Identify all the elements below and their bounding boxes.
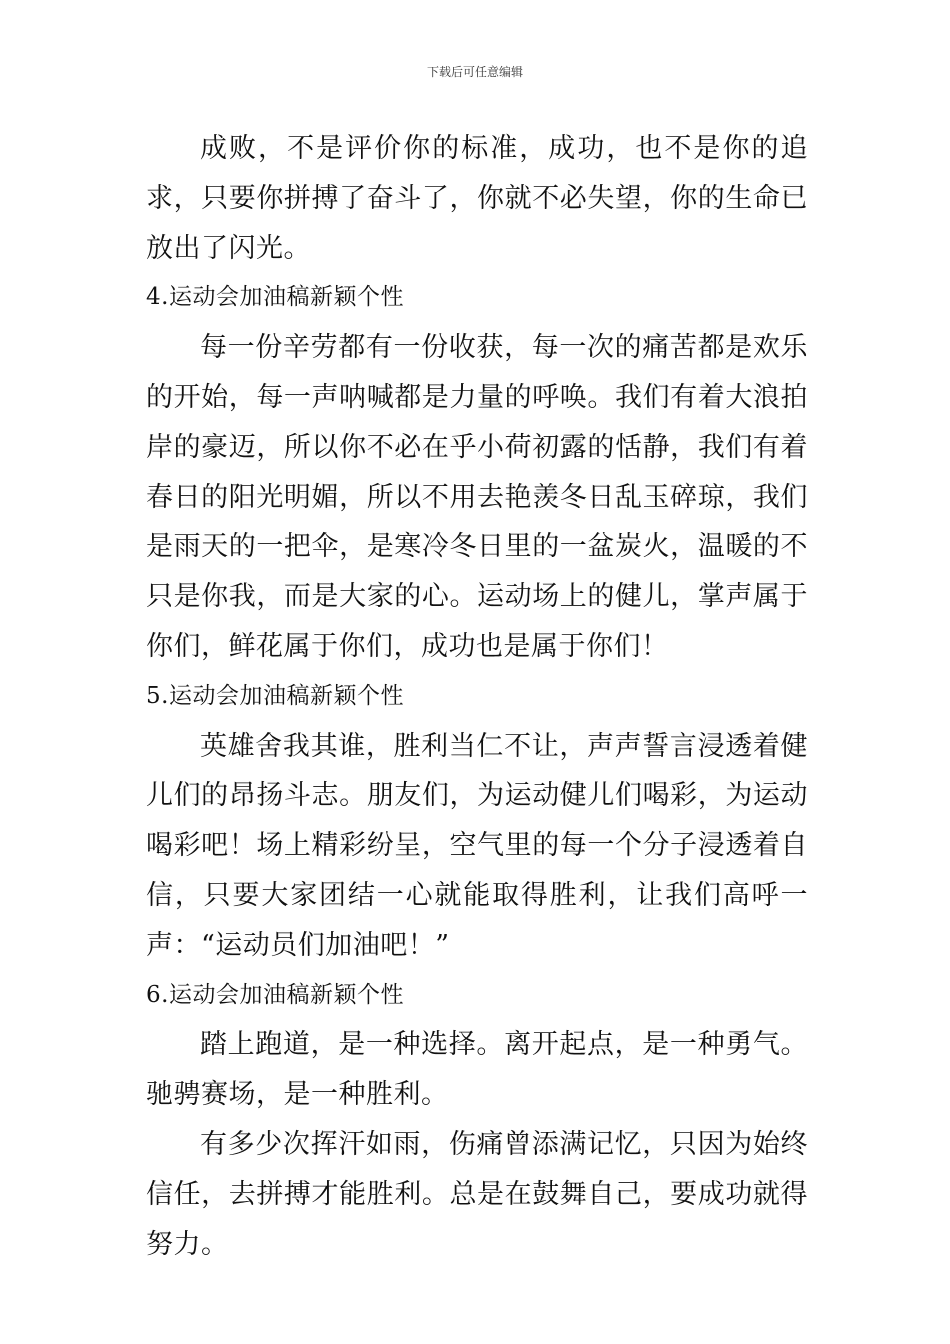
paragraph: 每一份辛劳都有一份收获，每一次的痛苦都是欢乐的开始，每一声呐喊都是力量的呼唤。我们有着大浪拍岸的豪迈，所以你不必在乎小荷初露的恬静，我们有着春日的阳光明媚，所以不用去艳羡冬日乱玉碎琼，我们是雨天的一把伞，是寒冷冬日里的一盆炭火，温暖的不只是你我，而是大家的心。运动场上的健儿，掌声属于你们，鲜花属于你们，成功也是属于你们！ (146, 332, 808, 662)
paragraph: 成败，不是评价你的标准，成功，也不是你的追求，只要你拼搏了奋斗了，你就不必失望，你的生命已放出了闪光。 (146, 133, 808, 264)
paragraph: 踏上跑道，是一种选择。离开起点，是一种勇气。驰骋赛场，是一种胜利。 (146, 1029, 808, 1111)
section-heading: 4.运动会加油稿新颖个性 (146, 284, 404, 311)
document-body (146, 124, 808, 1269)
page-header: 下载后可任意编辑 (426, 65, 523, 79)
section-heading: 6.运动会加油稿新颖个性 (146, 981, 404, 1008)
paragraph: 英雄舍我其谁，胜利当仁不让，声声誓言浸透着健儿们的昂扬斗志。朋友们，为运动健儿们喝彩，为运动喝彩吧！场上精彩纷呈，空气里的每一个分子浸透着自信，只要大家团结一心就能取得胜利，让我们高呼一声：“运动员们加油吧！” (146, 730, 808, 961)
section-heading: 5.运动会加油稿新颖个性 (146, 682, 404, 709)
paragraph: 有多少次挥汗如雨，伤痛曾添满记忆，只因为始终信任，去拼搏才能胜利。总是在鼓舞自己，要成功就得努力。 (146, 1128, 808, 1260)
